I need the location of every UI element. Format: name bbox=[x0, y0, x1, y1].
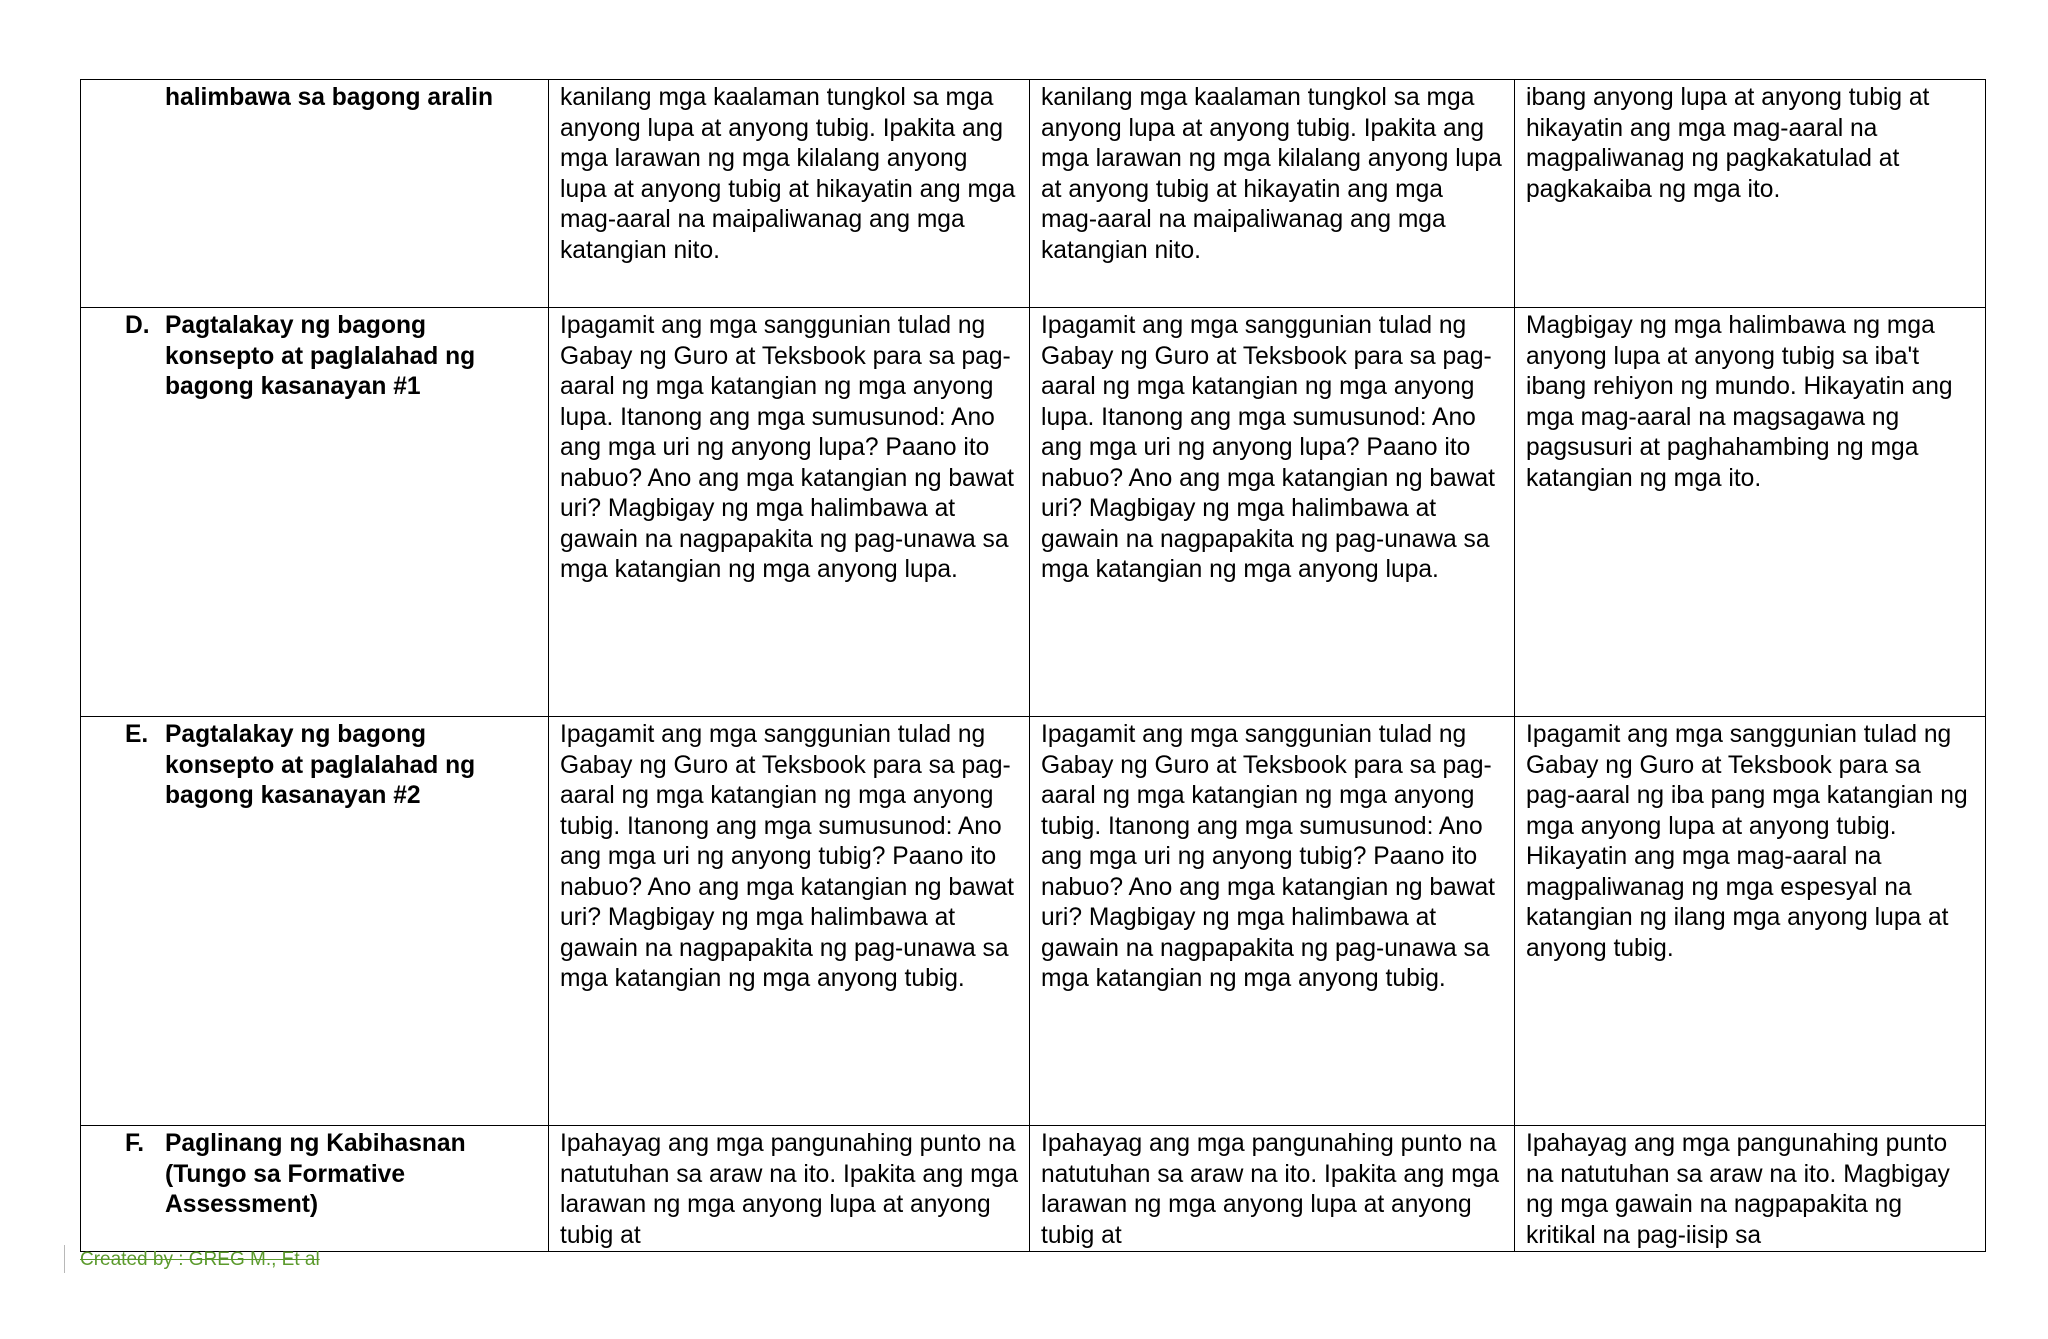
cell-text: Ipahayag ang mga pangunahing punto na natutuhan sa araw na ito. Magbigay ng mga gawain na nagpapakita ng kritikal na pag-iisip sa bbox=[1526, 1130, 1950, 1249]
cell-text: Ipagamit ang mga sanggunian tulad ng Gabay ng Guro at Teksbook para sa pag-aaral ng mga katangian ng mga anyong tubig. Itanong ang mga sumusunod: Ano ang mga uri ng anyong tubig? Paano ito nabuo? Ano ang mga katangian ng bawat uri? Magbigay ng mga halimbawa at gawain na nagpapakita ng pag-unawa sa mga katangian ng mga anyong tubig. bbox=[1041, 721, 1495, 992]
table-cell bbox=[1030, 80, 1515, 308]
row-label-cell bbox=[81, 717, 549, 1126]
table-cell bbox=[549, 308, 1030, 717]
cell-text: Magbigay ng mga halimbawa ng mga anyong lupa at anyong tubig sa iba't ibang rehiyon ng mundo. Hikayatin ang mga mag-aaral na magsagawa ng pagsusuri at paghahambing ng mga katangian ng mga ito. bbox=[1526, 312, 1953, 492]
cell-text: kanilang mga kaalaman tungkol sa mga anyong lupa at anyong tubig. Ipakita ang mga larawan ng mga kilalang anyong lupa at anyong tubig at hikayatin ang mga mag-aaral na maipaliwanag ang mga katangian nito. bbox=[560, 84, 1016, 264]
footer-divider bbox=[64, 1245, 65, 1273]
row-letter: D. bbox=[125, 312, 150, 339]
footer-credit: Created by : GREG M., Et al bbox=[80, 1249, 320, 1270]
row-letter: F. bbox=[125, 1130, 145, 1157]
cell-text: Ipagamit ang mga sanggunian tulad ng Gabay ng Guro at Teksbook para sa pag-aaral ng mga katangian ng mga anyong lupa. Itanong ang mga sumusunod: Ano ang mga uri ng anyong lupa? Paano ito nabuo? Ano ang mga katangian ng bawat uri? Magbigay ng mga halimbawa at gawain na nagpapakita ng pag-unawa sa mga katangian ng mga anyong lupa. bbox=[560, 312, 1014, 583]
lesson-plan-table bbox=[80, 79, 1986, 1252]
table-row bbox=[81, 717, 1986, 1126]
table-cell bbox=[1030, 717, 1515, 1126]
row-label: Pagtalakay ng bagong konsepto at paglalahad ng bagong kasanayan #1 bbox=[165, 312, 476, 400]
table-cell bbox=[1515, 308, 1986, 717]
table-row bbox=[81, 80, 1986, 308]
table-cell bbox=[1515, 1126, 1986, 1252]
cell-text: Ipahayag ang mga pangunahing punto na natutuhan sa araw na ito. Ipakita ang mga larawan ng mga anyong lupa at anyong tubig at bbox=[560, 1130, 1019, 1249]
row-label: Paglinang ng Kabihasnan (Tungo sa Formative Assessment) bbox=[165, 1130, 466, 1218]
table-cell bbox=[1515, 80, 1986, 308]
row-label: halimbawa sa bagong aralin bbox=[165, 84, 494, 111]
cell-text: Ipagamit ang mga sanggunian tulad ng Gabay ng Guro at Teksbook para sa pag-aaral ng mga katangian ng mga anyong lupa. Itanong ang mga sumusunod: Ano ang mga uri ng anyong lupa? Paano ito nabuo? Ano ang mga katangian ng bawat uri? Magbigay ng mga halimbawa at gawain na nagpapakita ng pag-unawa sa mga katangian ng mga anyong lupa. bbox=[1041, 312, 1495, 583]
row-label-cell bbox=[81, 1126, 549, 1252]
cell-text: ibang anyong lupa at anyong tubig at hikayatin ang mga mag-aaral na magpaliwanag ng pagkakatulad at pagkakaiba ng mga ito. bbox=[1526, 84, 1930, 203]
table-cell bbox=[549, 1126, 1030, 1252]
cell-text: Ipagamit ang mga sanggunian tulad ng Gabay ng Guro at Teksbook para sa pag-aaral ng iba pang mga katangian ng mga anyong lupa at anyong tubig. Hikayatin ang mga mag-aaral na magpaliwanag ng mga espesyal na katangian ng ilang mga anyong lupa at anyong tubig. bbox=[1526, 721, 1968, 962]
table-row bbox=[81, 1126, 1986, 1252]
row-label-cell bbox=[81, 80, 549, 308]
table-cell bbox=[1515, 717, 1986, 1126]
table-row bbox=[81, 308, 1986, 717]
cell-text: Ipagamit ang mga sanggunian tulad ng Gabay ng Guro at Teksbook para sa pag-aaral ng mga katangian ng mga anyong tubig. Itanong ang mga sumusunod: Ano ang mga uri ng anyong tubig? Paano ito nabuo? Ano ang mga katangian ng bawat uri? Magbigay ng mga halimbawa at gawain na nagpapakita ng pag-unawa sa mga katangian ng mga anyong tubig. bbox=[560, 721, 1014, 992]
cell-text: kanilang mga kaalaman tungkol sa mga anyong lupa at anyong tubig. Ipakita ang mga larawan ng mga kilalang anyong lupa at anyong tubig at hikayatin ang mga mag-aaral na maipaliwanag ang mga katangian nito. bbox=[1041, 84, 1502, 264]
cell-text: Ipahayag ang mga pangunahing punto na natutuhan sa araw na ito. Ipakita ang mga larawan ng mga anyong lupa at anyong tubig at bbox=[1041, 1130, 1500, 1249]
table-cell bbox=[1030, 308, 1515, 717]
row-letter: E. bbox=[125, 721, 149, 748]
row-label: Pagtalakay ng bagong konsepto at paglalahad ng bagong kasanayan #2 bbox=[165, 721, 476, 809]
table-cell bbox=[1030, 1126, 1515, 1252]
row-label-cell bbox=[81, 308, 549, 717]
table-cell bbox=[549, 717, 1030, 1126]
table-cell bbox=[549, 80, 1030, 308]
